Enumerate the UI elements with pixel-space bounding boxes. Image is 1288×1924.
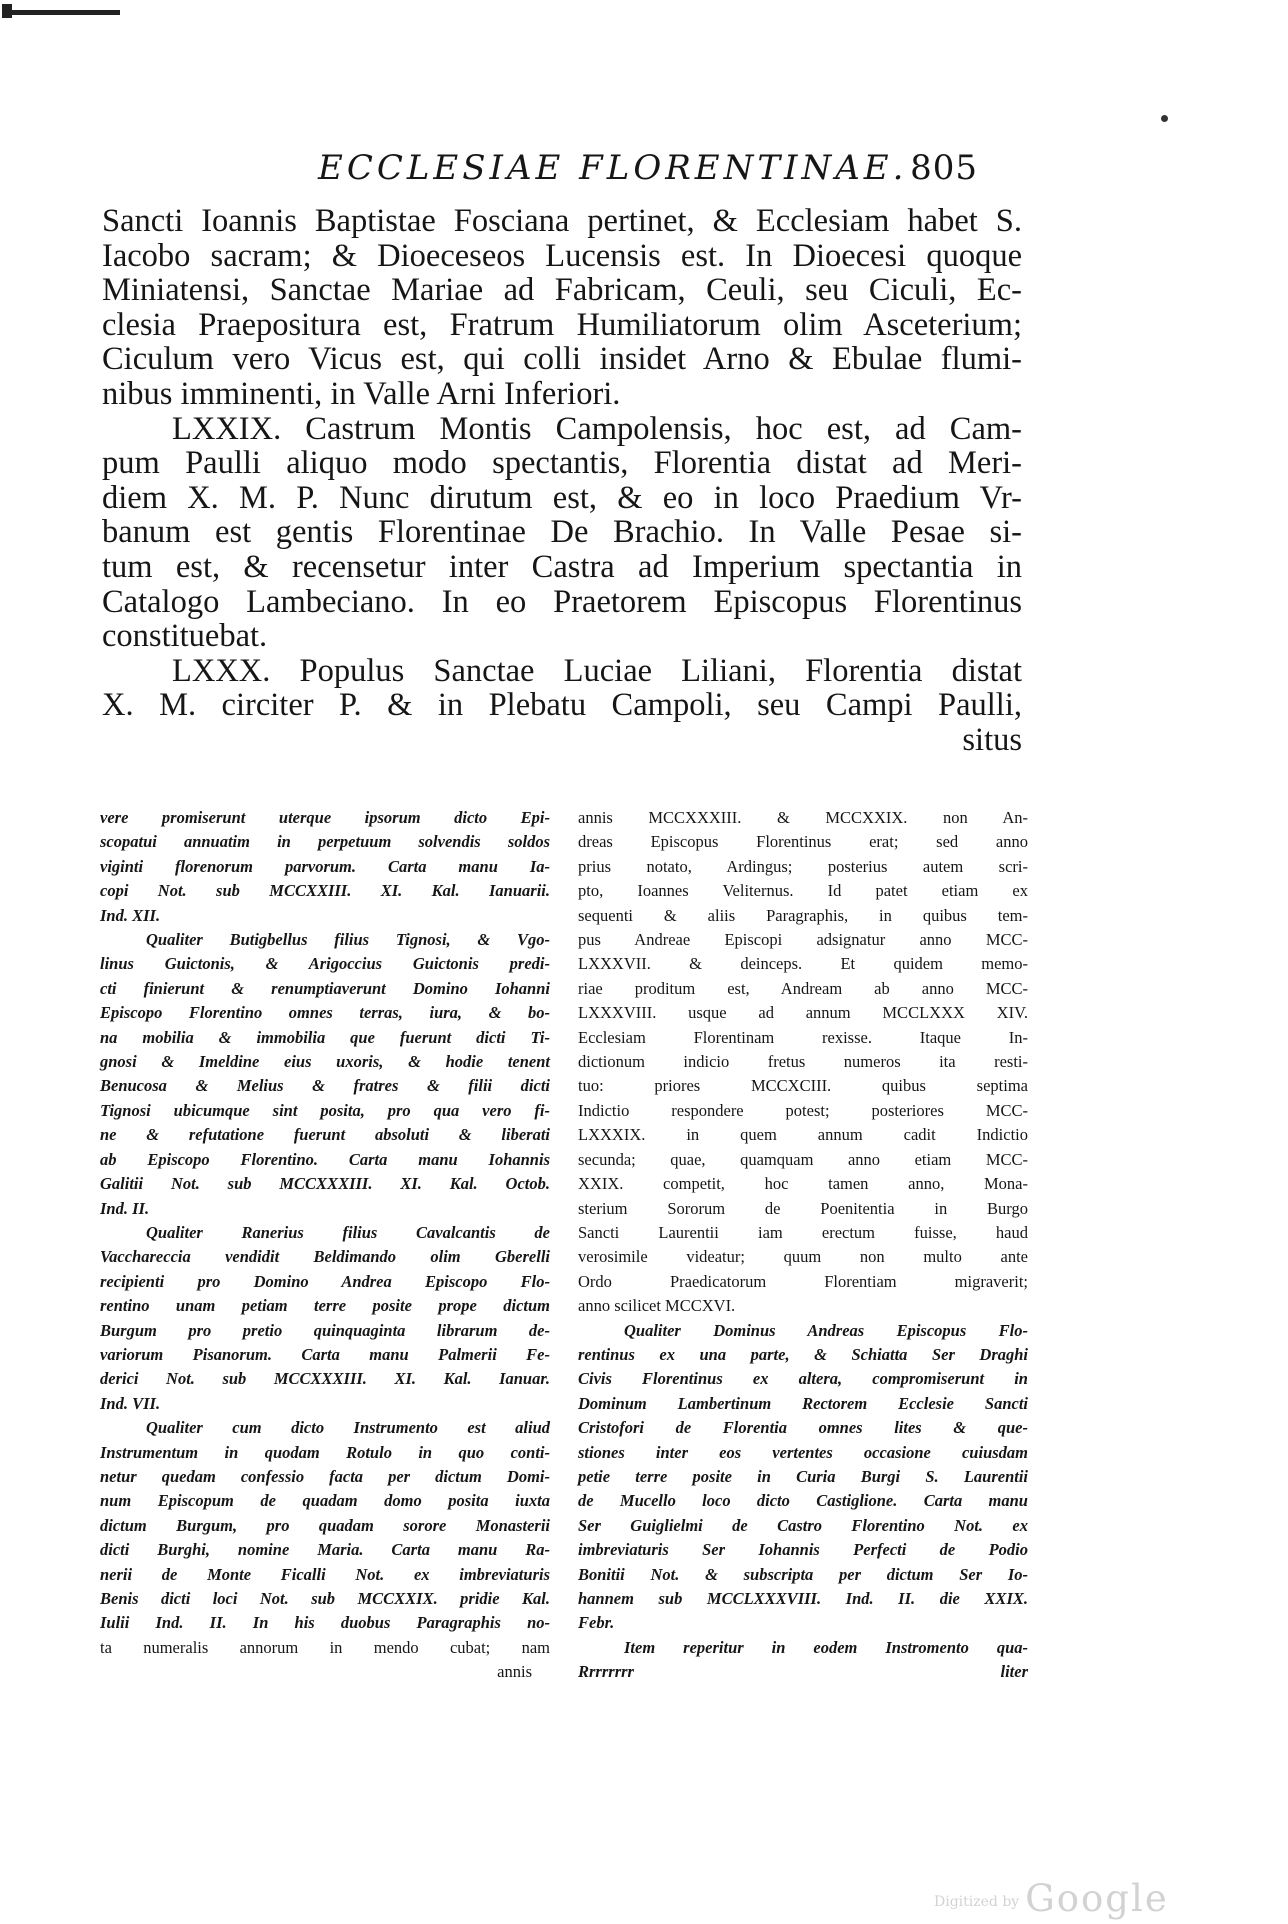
- note-line: rentino unam petiam terre posite prope dictum: [100, 1296, 550, 1316]
- note-line: Benucosa & Melius & fratres & filii dicti: [100, 1076, 550, 1096]
- note-line: viginti florenorum parvorum. Carta manu Ia-: [100, 856, 550, 876]
- note-line: Ind. II.: [100, 1198, 150, 1218]
- note-line: Vacchareccia vendidit Beldimando olim Gberelli: [100, 1247, 550, 1267]
- running-title: ECCLESIAE FLORENTINAE.: [318, 148, 908, 188]
- note-line: vere promiserunt uterque ipsorum dicto Epi-: [100, 808, 550, 827]
- note-line: Qualiter cum dicto Instrumento est aliud: [146, 1418, 550, 1438]
- note-line: nerii de Monte Ficalli Not. ex imbreviaturis: [100, 1564, 550, 1584]
- note-line: num Episcopum de quadam domo posita iuxta: [100, 1491, 550, 1511]
- note-line: ta numeralis annorum in mendo cubat; nam: [100, 1637, 550, 1657]
- main-line: pum Paulli aliquo modo spectantis, Florentia distat ad Meri-: [102, 445, 1022, 482]
- note-line: Dominum Lambertinum Rectorem Ecclesie Sancti: [578, 1393, 1028, 1413]
- note-line: annis MCCXXXIII. & MCCXXIX. non An-: [578, 808, 1028, 827]
- note-line: na mobilia & immobilia que fuerunt dicti Ti-: [100, 1027, 550, 1047]
- note-line: Ind. VII.: [100, 1393, 161, 1413]
- note-line: linus Guictonis, & Arigoccius Guictonis predi-: [100, 954, 550, 974]
- note-line: de Mucello loco dicto Castiglione. Carta manu: [578, 1491, 1028, 1511]
- footnote-column-left: [100, 806, 550, 1685]
- note-line: Galitii Not. sub MCCXXXIII. XI. Kal. Octob.: [100, 1174, 550, 1194]
- note-line: tuo: priores MCCXCIII. quibus septima: [578, 1076, 1028, 1096]
- signature-mark-line: Rrrrrrrr liter: [578, 1662, 1028, 1682]
- note-line: LXXXIX. in quem annum cadit Indictio: [578, 1125, 1028, 1145]
- note-line: petie terre posite in Curia Burgi S. Laurentii: [578, 1466, 1028, 1486]
- note-line: riae proditum est, Andream ab anno MCC-: [578, 978, 1028, 998]
- main-line: constituebat.: [102, 618, 268, 655]
- scan-edge-mark: [2, 10, 120, 15]
- note-line: Febr.: [578, 1613, 615, 1633]
- note-line: Bonitii Not. & subscripta per dictum Ser Io-: [578, 1564, 1028, 1584]
- note-line: ab Episcopo Florentino. Carta manu Iohannis: [100, 1149, 550, 1169]
- note-line: recipienti pro Domino Andrea Episcopo Flo-: [100, 1271, 550, 1291]
- scan-speck: [1161, 115, 1168, 122]
- note-line: ne & refutatione fuerunt absoluti & liberati: [100, 1125, 550, 1145]
- note-line: Ordo Praedicatorum Florentiam migraverit;: [578, 1271, 1028, 1291]
- note-line: copi Not. sub MCCXXIII. XI. Kal. Ianuarii.: [100, 881, 550, 901]
- note-line: Sancti Laurentii iam erectum fuisse, haud: [578, 1222, 1028, 1242]
- running-head: [318, 148, 978, 198]
- note-line: dictionum indicio fretus numeros ita resti-: [578, 1052, 1028, 1072]
- note-line: Ind. XII.: [100, 905, 161, 925]
- note-line: gnosi & Imeldine eius uxoris, & hodie tenent: [100, 1052, 550, 1072]
- section-lxxix-line: LXXIX. Castrum Montis Campolensis, hoc est, ad Cam-: [172, 410, 1022, 447]
- note-line: imbreviaturis Ser Iohannis Perfecti de Podio: [578, 1540, 1028, 1560]
- note-catchword: annis: [497, 1662, 532, 1682]
- section-lxxx-line: LXXX. Populus Sanctae Luciae Liliani, Florentia distat: [172, 652, 1022, 689]
- watermark-logo: Google: [1025, 1877, 1169, 1920]
- main-line: X. M. circiter P. & in Plebatu Campoli, seu Campi Paulli,: [102, 687, 1022, 724]
- footnote-column-right: [578, 806, 1028, 1685]
- note-line: Ecclesiam Florentinam rexisse. Itaque In-: [578, 1027, 1028, 1047]
- note-line: dicti Burghi, nomine Maria. Carta manu Ra-: [100, 1540, 550, 1560]
- note-line: dictum Burgum, pro quadam sorore Monasterii: [100, 1515, 550, 1535]
- note-line: Cristofori de Florentia omnes lites & que-: [578, 1418, 1028, 1438]
- main-line: diem X. M. P. Nunc dirutum est, & eo in loco Praedium Vr-: [102, 479, 1022, 516]
- note-line: derici Not. sub MCCXXXIII. XI. Kal. Ianuar.: [100, 1369, 550, 1389]
- note-line: Qualiter Ranerius filius Cavalcantis de: [146, 1222, 550, 1242]
- note-line: hannem sub MCCLXXXVIII. Ind. II. die XXIX.: [578, 1589, 1028, 1608]
- note-line: scopatui annuatim in perpetuum solvendis soldos: [100, 832, 550, 852]
- note-line: dreas Episcopus Florentinus erat; sed anno: [578, 832, 1028, 852]
- note-line: Ser Guiglielmi de Castro Florentino Not. ex: [578, 1515, 1028, 1535]
- note-line: LXXXVII. & deinceps. Et quidem memo-: [578, 954, 1028, 974]
- note-line: XXIX. competit, hoc tamen anno, Mona-: [578, 1174, 1028, 1194]
- note-line: Iulii Ind. II. In his duobus Paragraphis no-: [100, 1613, 550, 1633]
- note-line: Civis Florentinus ex altera, compromiserunt in: [578, 1369, 1028, 1389]
- main-line: Iacobo sacram; & Dioeceseos Lucensis est. In Dioecesi quoque: [102, 237, 1022, 274]
- note-line: LXXXVIII. usque ad annum MCCLXXX XIV.: [578, 1003, 1028, 1023]
- main-text-block: [102, 204, 1022, 758]
- note-line: verosimile videatur; quum non multo ante: [578, 1247, 1028, 1267]
- catchword: situs: [962, 721, 1022, 758]
- note-line: secunda; quae, quamquam anno etiam MCC-: [578, 1149, 1028, 1169]
- note-line: Indictio respondere potest; posteriores MCC-: [578, 1100, 1028, 1120]
- note-line: Qualiter Butigbellus filius Tignosi, & Vgo-: [146, 930, 550, 950]
- scan-edge-mark-tick: [2, 4, 12, 18]
- note-line: cti finierunt & renumptiaverunt Domino Iohanni: [100, 978, 550, 998]
- note-line: sequenti & aliis Paragraphis, in quibus tem-: [578, 905, 1028, 925]
- digitization-watermark: [934, 1877, 1169, 1920]
- note-line: Item reperitur in eodem Instromento qua-: [624, 1637, 1028, 1657]
- note-line: variorum Pisanorum. Carta manu Palmerii Fe-: [100, 1344, 550, 1364]
- watermark-prefix: Digitized by: [934, 1893, 1020, 1910]
- note-line: Benis dicti loci Not. sub MCCXXIX. pridie Kal.: [100, 1589, 550, 1608]
- note-line: netur quedam confessio facta per dictum Domi-: [100, 1466, 550, 1486]
- note-line: Episcopo Florentino omnes terras, iura, & bo-: [100, 1003, 550, 1023]
- note-line: Instrumentum in quodam Rotulo in quo conti-: [100, 1442, 550, 1462]
- note-line: Tignosi ubicumque sint posita, pro qua vero fi-: [100, 1100, 550, 1120]
- main-line: Catalogo Lambeciano. In eo Praetorem Episcopus Florentinus: [102, 583, 1022, 620]
- note-line: stiones inter eos vertentes occasione cuiusdam: [578, 1442, 1028, 1462]
- note-line: rentinus ex una parte, & Schiatta Ser Draghi: [578, 1344, 1028, 1364]
- main-line: clesia Praepositura est, Fratrum Humiliatorum olim Asceterium;: [102, 306, 1022, 343]
- note-line: Qualiter Dominus Andreas Episcopus Flo-: [624, 1320, 1028, 1340]
- note-line: sterium Sororum de Poenitentia in Burgo: [578, 1198, 1028, 1218]
- note-line: Burgum pro pretio quinquaginta librarum de-: [100, 1320, 550, 1340]
- main-line: Ciculum vero Vicus est, qui colli insidet Arno & Ebulae flumi-: [102, 341, 1022, 378]
- main-line: banum est gentis Florentinae De Brachio. In Valle Pesae si-: [102, 514, 1022, 551]
- note-line: anno scilicet MCCXVI.: [578, 1296, 736, 1316]
- page-number: 805: [910, 148, 978, 188]
- note-line: pto, Ioannes Veliternus. Id patet etiam ex: [578, 881, 1028, 901]
- main-line: nibus imminenti, in Valle Arni Inferiori.: [102, 375, 621, 412]
- note-line: pus Andreae Episcopi adsignatur anno MCC-: [578, 930, 1028, 950]
- main-line: Miniatensi, Sanctae Mariae ad Fabricam, Ceuli, seu Ciculi, Ec-: [102, 272, 1022, 309]
- main-line: tum est, & recensetur inter Castra ad Imperium spectantia in: [102, 548, 1022, 585]
- main-line: Sancti Ioannis Baptistae Fosciana pertinet, & Ecclesiam habet S.: [102, 203, 1022, 239]
- note-line: prius notato, Ardingus; posterius autem scri-: [578, 856, 1028, 876]
